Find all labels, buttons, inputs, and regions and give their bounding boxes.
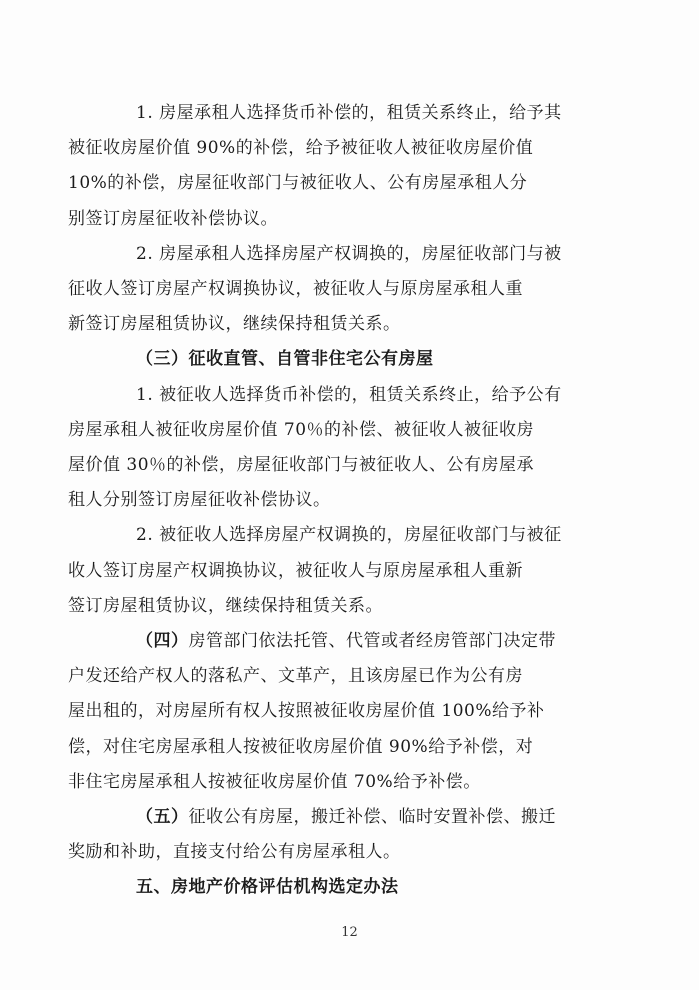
text-line: 偿，对住宅房屋承租人按被征收房屋价值 90%给予补偿，对 — [68, 736, 534, 757]
text-line: 1. 房屋承租人选择货币补偿的，租赁关系终止，给予其 — [136, 103, 562, 123]
section-heading-3 — [102, 342, 600, 377]
item-label: （五） — [136, 807, 189, 828]
text-line: 征收人签订房屋产权调换协议，被征收人与原房屋承租人重 — [68, 279, 523, 300]
section-heading-5 — [102, 870, 600, 905]
paragraph-2 — [68, 237, 600, 343]
paragraph-6 — [68, 800, 600, 870]
text-line: 非住宅房屋承租人按被征收房屋价值 70%给予补偿。 — [68, 771, 481, 792]
paragraph-3 — [68, 378, 600, 519]
paragraph-4 — [68, 518, 600, 624]
heading-text: （三）征收直管、自管非住宅公有房屋 — [136, 349, 434, 370]
text-line: 房屋承租人被征收房屋价值 70％的补偿、被征收人被征收房 — [68, 419, 535, 440]
text-line: 屋价值 30％的补偿，房屋征收部门与被征收人、公有房屋承 — [68, 455, 535, 476]
page-number: 12 — [341, 925, 358, 940]
text-line: 户发还给产权人的落私产、文革产，且该房屋已作为公有房 — [68, 666, 523, 687]
text-line: 2. 被征收人选择房屋产权调换的，房屋征收部门与被征 — [136, 525, 562, 546]
text-line — [102, 624, 600, 659]
text-line: 屋出租的，对房屋所有权人按照被征收房屋价值 100%给予补 — [68, 701, 545, 722]
text-line: 别签订房屋征收补偿协议。 — [68, 208, 278, 229]
text-segment: 房管部门依法托管、代管或者经房管部门决定带 — [188, 631, 556, 652]
text-line: 10%的补偿，房屋征收部门与被征收人、公有房屋承租人分 — [68, 173, 528, 194]
text-segment: 征收公有房屋，搬迁补偿、临时安置补偿、搬迁 — [188, 807, 556, 828]
text-line: 2. 房屋承租人选择房屋产权调换的，房屋征收部门与被 — [136, 243, 562, 264]
text-line: 被征收房屋价值 90%的补偿，给予被征收人被征收房屋价值 — [68, 138, 534, 159]
text-line: 奖励和补助，直接支付给公有房屋承租人。 — [68, 842, 401, 863]
text-line: 签订房屋租赁协议，继续保持租赁关系。 — [68, 595, 383, 616]
paragraph-1 — [68, 96, 600, 237]
heading-text: 五、房地产价格评估机构选定办法 — [136, 877, 399, 898]
text-line: 新签订房屋租赁协议，继续保持租赁关系。 — [68, 314, 401, 335]
text-line — [102, 800, 600, 835]
text-line: 1. 被征收人选择货币补偿的，租赁关系终止，给予公有 — [136, 384, 562, 405]
text-line: 收人签订房屋产权调换协议，被征收人与原房屋承租人重新 — [68, 560, 523, 581]
paragraph-5 — [68, 624, 600, 800]
text-line: 租人分别签订房屋征收补偿协议。 — [68, 490, 331, 511]
document-body — [68, 96, 600, 906]
item-label: （四） — [136, 631, 189, 652]
